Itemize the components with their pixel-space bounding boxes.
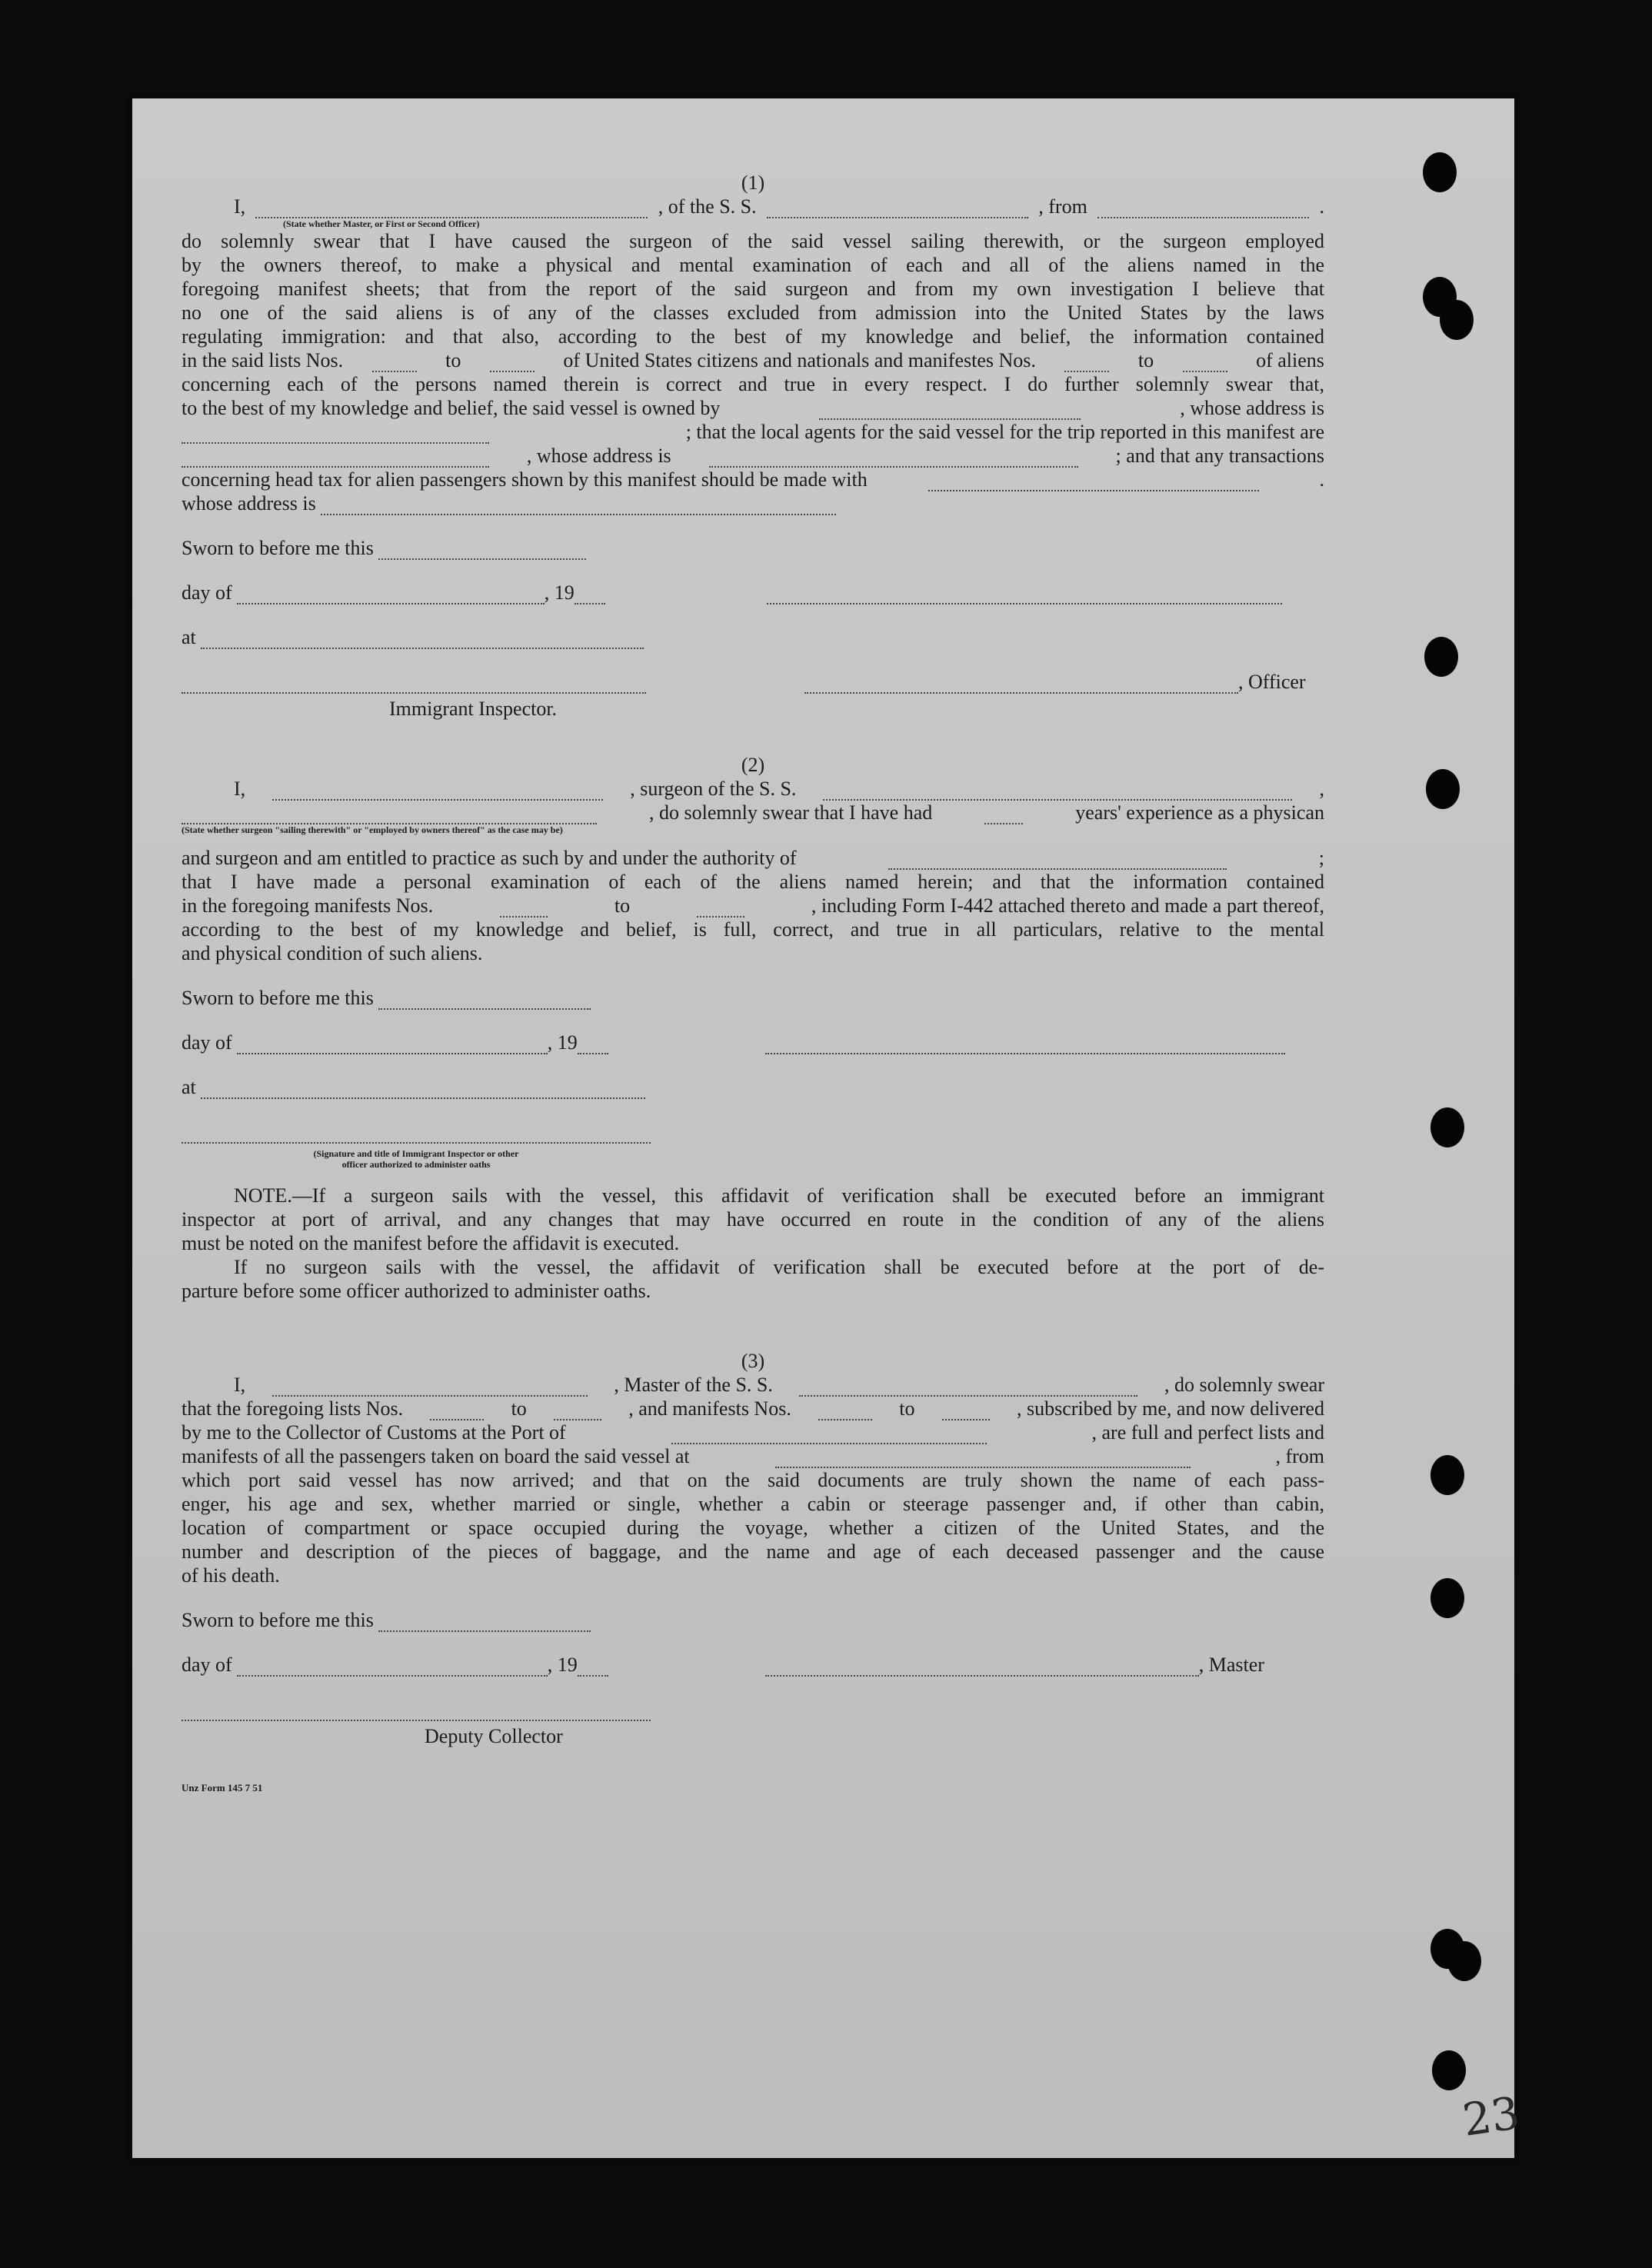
s1-whose-address-line xyxy=(182,491,1324,515)
master-signature-field[interactable] xyxy=(765,1661,1199,1677)
s2-vessel-field[interactable] xyxy=(823,785,1292,801)
text: day of xyxy=(182,581,232,604)
master-label: , Master xyxy=(1198,1654,1264,1676)
s3-day-line xyxy=(182,1632,1324,1677)
s2-text-line: that I have made a personal examination of each of the aliens named herein; and that the information contained xyxy=(182,871,1324,893)
s1-month-field[interactable] xyxy=(237,589,545,604)
text: , from xyxy=(1275,1445,1324,1467)
master-name-field[interactable] xyxy=(272,1381,588,1397)
officer-name-field[interactable] xyxy=(255,203,648,218)
surgeon-note: (State whether surgeon "sailing therewith" or "employed by owners thereof" as the case may be) xyxy=(182,824,563,835)
s1-at-field[interactable] xyxy=(201,634,644,649)
s3-sworn-line xyxy=(182,1587,1324,1632)
surgeon-status-field[interactable] xyxy=(182,809,597,824)
s2-line-3 xyxy=(182,846,1324,870)
list-to-field[interactable] xyxy=(490,357,535,372)
text: of United States citizens and nationals and manifestes Nos. xyxy=(563,349,1036,371)
s2-text-line: and physical condition of such aliens. xyxy=(182,942,483,964)
text: (Signature and title of Immigrant Inspector or other xyxy=(313,1148,519,1159)
text: , whose address is xyxy=(526,445,671,467)
s2-month-field[interactable] xyxy=(237,1039,548,1054)
text: , 19 xyxy=(547,1031,578,1054)
officer-note: (State whether Master, or First or Second Officer) xyxy=(283,218,480,229)
s2-inspector-signature-field[interactable] xyxy=(182,1128,651,1144)
s1-text-line: foregoing manifest sheets; that from the report of the said surgeon and from my own investigation I believe that xyxy=(182,278,1324,300)
note-line: inspector at port of arrival, and any changes that may have occurred en route in the condition of any of the aliens xyxy=(182,1208,1324,1231)
text: , subscribed by me, and now delivered xyxy=(1016,1397,1324,1420)
text: to the best of my knowledge and belief, the said vessel is owned by xyxy=(182,397,721,419)
period: . xyxy=(1319,195,1324,218)
text-i: I, xyxy=(234,195,246,218)
s2-surgeon-signature-field[interactable] xyxy=(765,1039,1285,1054)
s1-text-line: do solemnly swear that I have caused the surgeon of the said vessel sailing therewith, or the surgeon employed xyxy=(182,230,1324,252)
s1-agent-address-line xyxy=(182,444,1324,468)
note-line: If no surgeon sails with the vessel, the affidavit of verification shall be executed before at the port of de- xyxy=(234,1256,1324,1278)
boarding-port-field[interactable] xyxy=(775,1453,1191,1468)
s1-sworn-line xyxy=(182,515,1324,560)
note-line: NOTE.—If a surgeon sails with the vessel, this affidavit of verification shall be executed before an immigrant xyxy=(234,1184,1324,1207)
text: Sworn to before me this xyxy=(182,987,374,1009)
text: officer authorized to administer oaths xyxy=(341,1159,491,1170)
inspector-signature-field[interactable] xyxy=(182,678,646,694)
text: to xyxy=(614,894,631,917)
text: , whose address is xyxy=(1180,397,1324,419)
text: that the foregoing lists Nos. xyxy=(182,1397,404,1420)
s2-signature-note xyxy=(182,1148,651,1170)
s2-manifest-from-field[interactable] xyxy=(500,902,548,918)
handwritten-page-number: 23 xyxy=(1459,2086,1524,2146)
s3-deputy-row xyxy=(182,1677,1324,1721)
note-line: must be noted on the manifest before the affidavit is executed. xyxy=(182,1232,680,1254)
punch-hole xyxy=(1424,637,1458,677)
s2-at-line xyxy=(182,1054,1324,1099)
owner-address-field[interactable] xyxy=(182,428,489,444)
s2-line-2 xyxy=(182,801,1324,824)
text: manifests of all the passengers taken on board the said vessel at xyxy=(182,1445,690,1467)
semicolon: ; xyxy=(1318,847,1324,869)
s1-day-line xyxy=(182,560,1324,604)
s3-manifest-to-field[interactable] xyxy=(942,1405,990,1420)
s3-year-field[interactable] xyxy=(578,1661,608,1677)
agents-field[interactable] xyxy=(182,452,489,468)
s3-line-3 xyxy=(182,1420,1324,1444)
headtax-field[interactable] xyxy=(928,476,1259,491)
text: , 19 xyxy=(547,1654,578,1676)
text: , are full and perfect lists and xyxy=(1091,1421,1324,1444)
vessel-name-field[interactable] xyxy=(767,203,1028,218)
text: , including Form I-442 attached thereto and made a part thereof, xyxy=(811,894,1324,917)
manifest-from-field[interactable] xyxy=(1064,357,1109,372)
punch-hole xyxy=(1432,2050,1466,2090)
text: , 19 xyxy=(544,581,575,604)
punch-hole xyxy=(1440,300,1474,340)
s3-text-line: enger, his age and sex, whether married or single, whether a cabin or steerage passenger and, if other than cabin, xyxy=(182,1493,1324,1515)
deputy-label: Deputy Collector xyxy=(425,1725,563,1747)
surgeon-name-field[interactable] xyxy=(272,785,603,801)
text-of-ss: , of the S. S. xyxy=(658,195,757,218)
text: ; that the local agents for the said vessel for the trip reported in this manifest are xyxy=(685,421,1324,443)
punch-hole xyxy=(1447,1941,1481,1981)
section-2-number: (2) xyxy=(741,754,765,776)
text: , do solemnly swear xyxy=(1164,1374,1324,1396)
text: in the foregoing manifests Nos. xyxy=(182,894,434,917)
s2-line-5 xyxy=(182,894,1324,918)
text: years' experience as a physican xyxy=(1075,801,1324,824)
period: . xyxy=(1319,468,1324,491)
s2-text-line: according to the best of my knowledge and belief, is full, correct, and true in all particulars, relative to the mental xyxy=(182,918,1324,941)
punch-hole xyxy=(1431,1455,1464,1495)
headtax-address-field[interactable] xyxy=(321,500,836,515)
s2-year-field[interactable] xyxy=(578,1039,608,1054)
inspector-label: Immigrant Inspector. xyxy=(389,698,558,720)
agent-address-field[interactable] xyxy=(709,452,1078,468)
s1-text-line: no one of the said aliens is of any of the classes excluded from admission into the United States by the laws xyxy=(182,301,1324,324)
s3-line-2 xyxy=(182,1397,1324,1420)
s1-text-line: concerning each of the persons named therein is correct and true in every respect. I do further solemnly swear that, xyxy=(182,373,1324,395)
text: concerning head tax for alien passengers shown by this manifest should be made with xyxy=(182,468,868,491)
s1-year-field[interactable] xyxy=(575,589,605,604)
s1-lists-line xyxy=(182,348,1324,372)
text: , Master of the S. S. xyxy=(614,1374,773,1396)
s3-text-line: location of compartment or space occupied during the voyage, whether a citizen of the United States, and the xyxy=(182,1517,1324,1539)
s2-at-field[interactable] xyxy=(201,1084,645,1099)
s1-headtax-line xyxy=(182,468,1324,491)
s2-line-1 xyxy=(182,777,1324,801)
s3-text-line: number and description of the pieces of baggage, and the name and age of each deceased passenger and the cause xyxy=(182,1540,1324,1563)
years-field[interactable] xyxy=(984,809,1023,824)
officer-label: , Officer xyxy=(1238,671,1306,693)
s1-agents-line xyxy=(182,420,1324,444)
authority-field[interactable] xyxy=(888,854,1227,870)
text: and surgeon and am entitled to practice as such by and under the authority of xyxy=(182,847,797,869)
text: day of xyxy=(182,1654,232,1676)
s2-day-line xyxy=(182,1010,1324,1054)
s1-at-line xyxy=(182,604,1324,649)
section-1-line-1 xyxy=(182,195,1324,218)
section-1-number: (1) xyxy=(741,172,765,194)
text: by me to the Collector of Customs at the Port of xyxy=(182,1421,566,1444)
s3-line-4 xyxy=(182,1444,1324,1468)
s3-list-from-field[interactable] xyxy=(430,1405,484,1420)
text: , and manifests Nos. xyxy=(628,1397,791,1420)
section-3-number: (3) xyxy=(741,1350,765,1372)
s1-text-line: regulating immigration: and that also, according to the best of my knowledge and belief, the information contained xyxy=(182,325,1324,348)
form-content xyxy=(182,171,1324,1800)
deputy-signature-field[interactable] xyxy=(182,1706,651,1721)
text: at xyxy=(182,626,196,648)
s1-signature-line-top[interactable] xyxy=(767,589,1282,604)
s2-sworn-line xyxy=(182,965,1324,1010)
s3-list-to-field[interactable] xyxy=(554,1405,601,1420)
s3-manifest-from-field[interactable] xyxy=(818,1405,872,1420)
text-i: I, xyxy=(234,778,246,800)
owner-field[interactable] xyxy=(819,405,1081,420)
text: , do solemnly swear that I have had xyxy=(649,801,933,824)
note-line: parture before some officer authorized to administer oaths. xyxy=(182,1280,651,1302)
text: in the said lists Nos. xyxy=(182,349,344,371)
text: day of xyxy=(182,1031,232,1054)
text: to xyxy=(445,349,461,371)
s2-sworn-date-field[interactable] xyxy=(378,994,591,1010)
s3-month-field[interactable] xyxy=(237,1661,548,1677)
punch-hole xyxy=(1426,769,1460,809)
s3-line-1 xyxy=(182,1373,1324,1397)
punch-hole xyxy=(1431,1578,1464,1618)
s2-signature-row xyxy=(182,1099,1324,1144)
from-port-field[interactable] xyxy=(1097,203,1309,218)
punch-hole xyxy=(1423,152,1457,192)
text: Sworn to before me this xyxy=(182,1609,374,1631)
s3-vessel-field[interactable] xyxy=(799,1381,1137,1397)
text: to xyxy=(511,1397,527,1420)
text-i: I, xyxy=(234,1374,246,1396)
s3-text-line: of his death. xyxy=(182,1564,280,1587)
list-from-field[interactable] xyxy=(372,357,417,372)
form-number: Unz Form 145 7 51 xyxy=(182,1782,263,1793)
s1-owner-line xyxy=(182,396,1324,420)
text: to xyxy=(1137,349,1154,371)
punch-hole xyxy=(1431,1107,1464,1147)
text: of aliens xyxy=(1256,349,1324,371)
text: Sworn to before me this xyxy=(182,537,374,559)
text: whose address is xyxy=(182,492,316,515)
port-field[interactable] xyxy=(671,1429,987,1444)
s1-signature-row xyxy=(182,649,1324,694)
comma: , xyxy=(1319,778,1324,800)
s3-sworn-date-field[interactable] xyxy=(378,1617,591,1632)
manifest-to-field[interactable] xyxy=(1183,357,1227,372)
officer-signature-field[interactable] xyxy=(804,678,1238,694)
s1-sworn-date-field[interactable] xyxy=(378,545,586,560)
s1-text-line: by the owners thereof, to make a physical and mental examination of each and all of the aliens named in the xyxy=(182,254,1324,276)
text: ; and that any transactions xyxy=(1115,445,1324,467)
s2-manifest-to-field[interactable] xyxy=(697,902,744,918)
text-from: , from xyxy=(1038,195,1087,218)
text: to xyxy=(899,1397,915,1420)
s3-text-line: which port said vessel has now arrived; and that on the said documents are truly shown the name of each pass- xyxy=(182,1469,1324,1491)
text: , surgeon of the S. S. xyxy=(630,778,797,800)
text: at xyxy=(182,1076,196,1098)
